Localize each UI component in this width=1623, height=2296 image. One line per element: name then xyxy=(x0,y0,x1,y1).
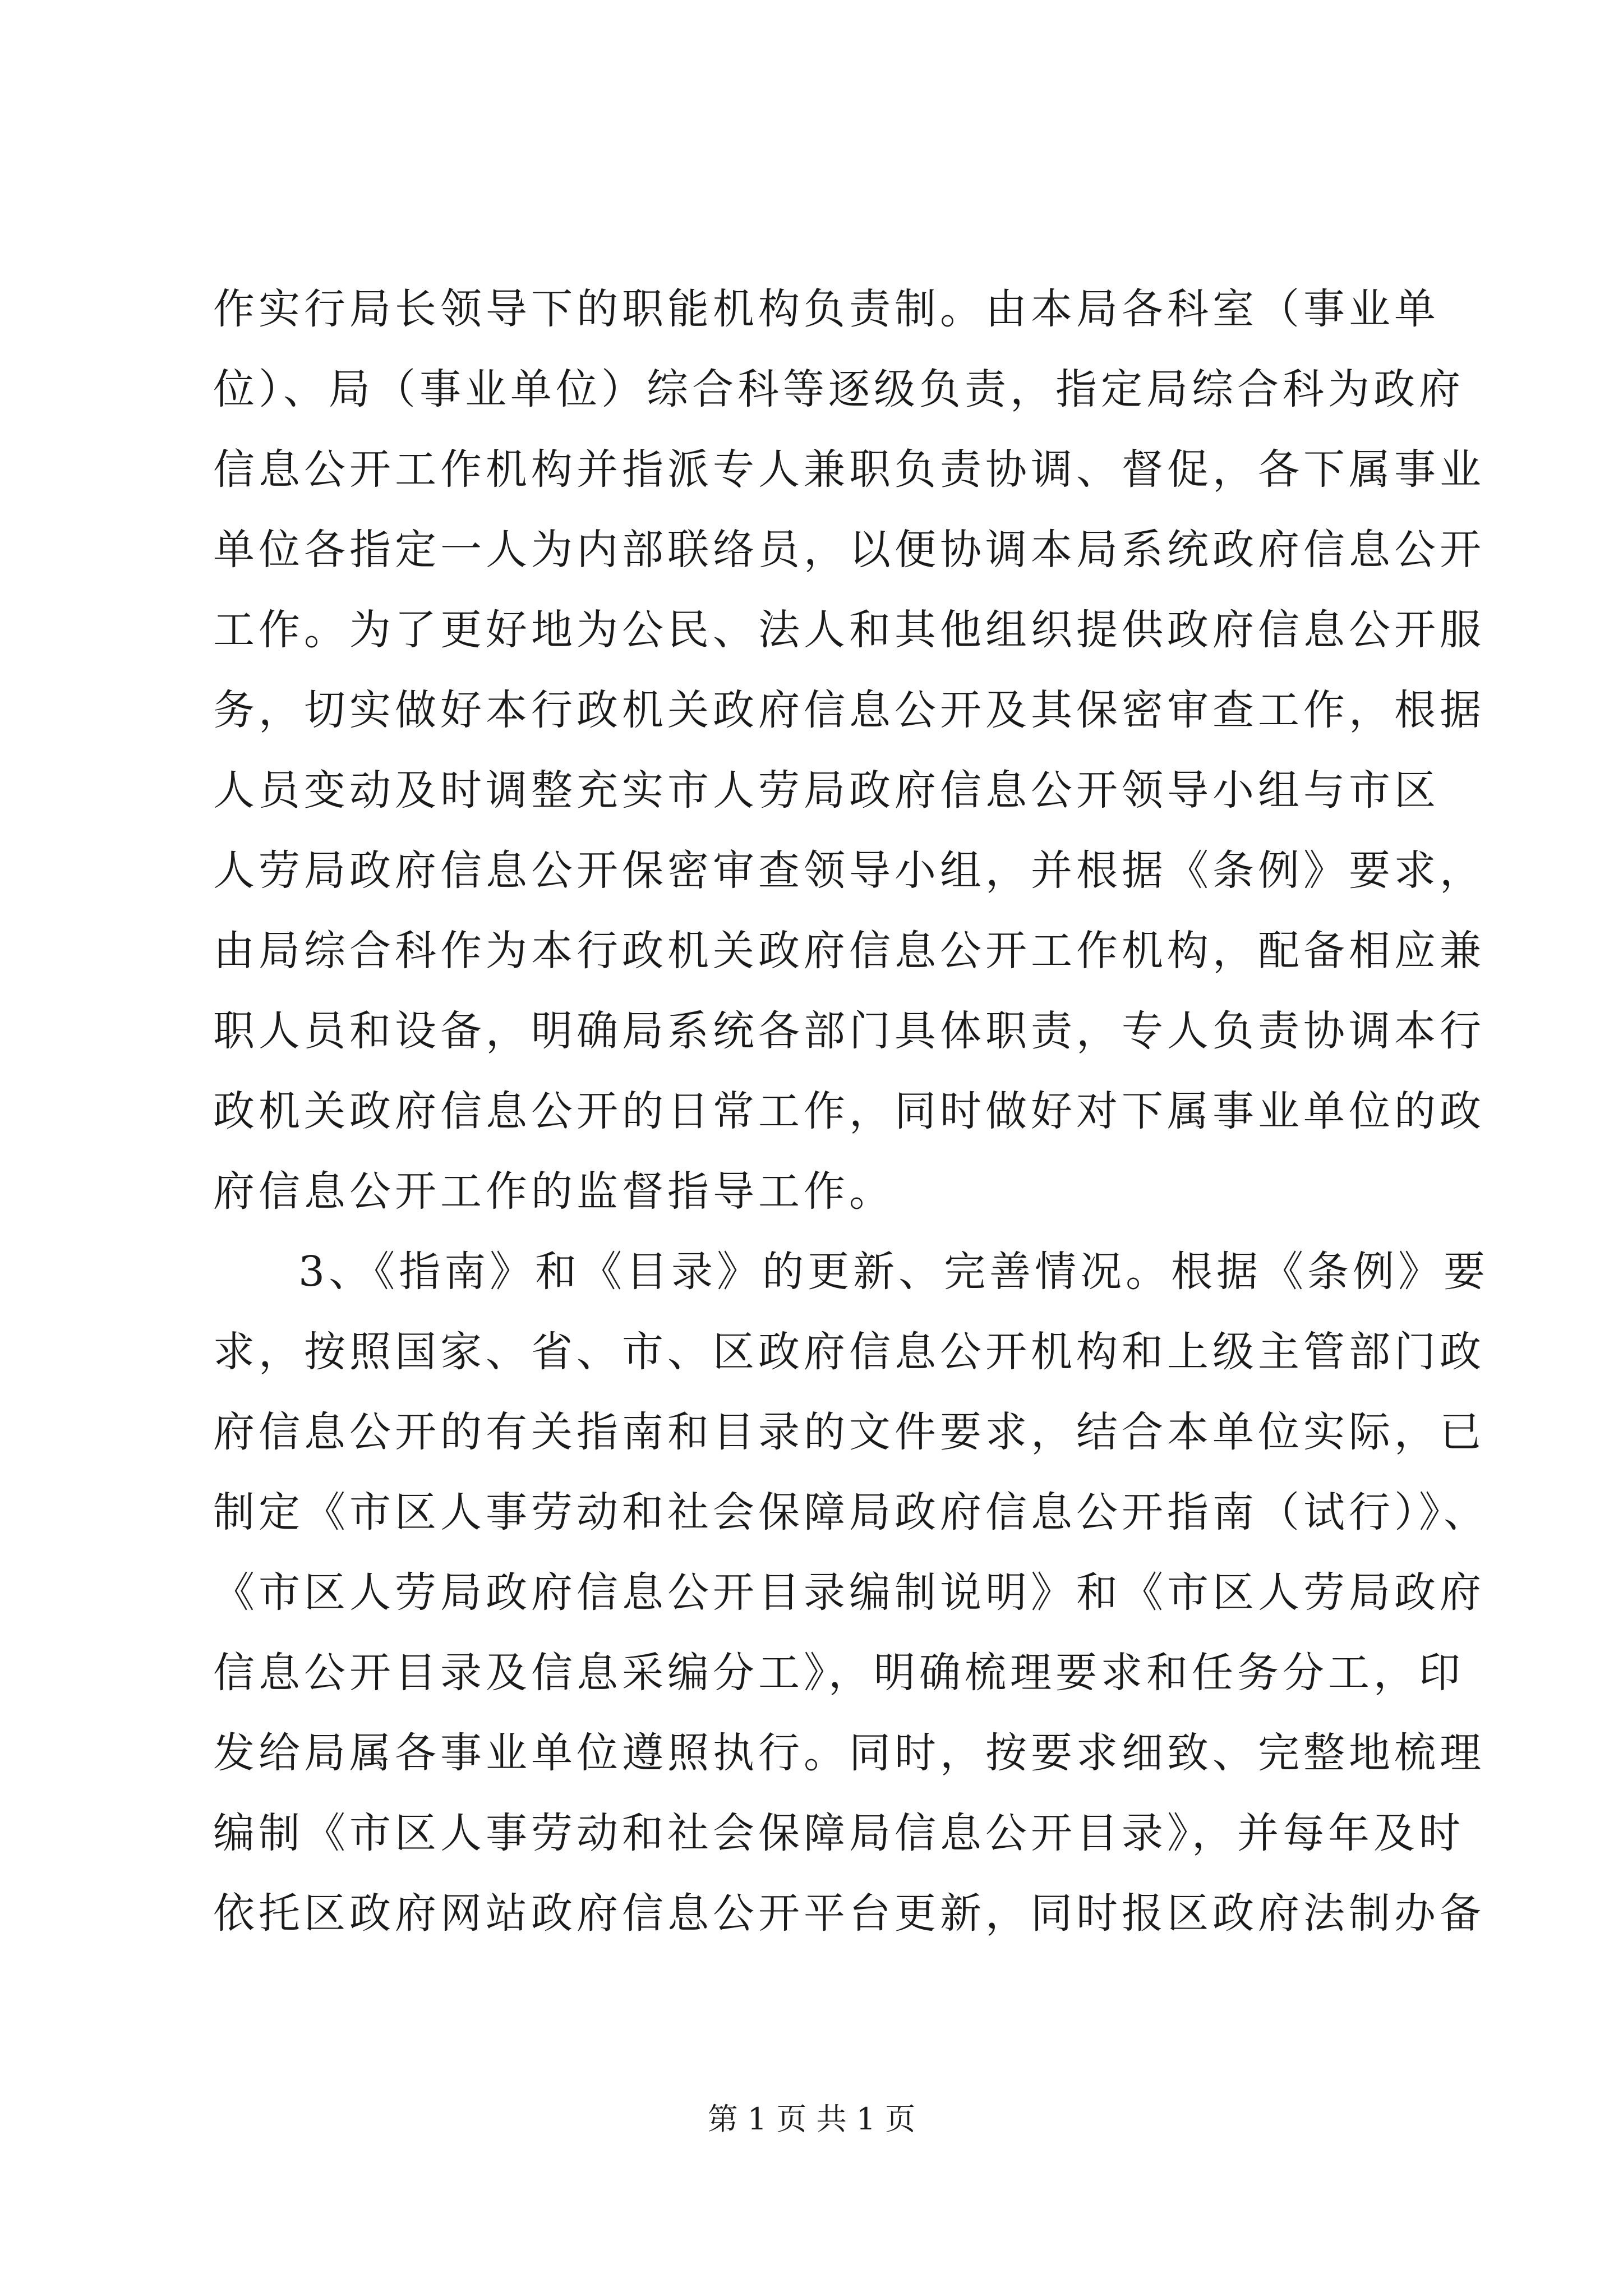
text-line-12: 府信息公开工作的监督指导工作。 xyxy=(213,1167,895,1216)
text-line-4: 单位各指定一人为内部联络员，以便协调本局系统政府信息公开 xyxy=(213,526,1485,574)
text-line-9: 由局综合科作为本行政机关政府信息公开工作机构，配备相应兼 xyxy=(213,927,1485,975)
text-line-6: 务，切实做好本行政机关政府信息公开及其保密审查工作，根据 xyxy=(213,686,1485,734)
page-footer xyxy=(0,2095,1623,2138)
text-line-10: 职人员和设备，明确局系统各部门具体职责，专人负责协调本行 xyxy=(213,1007,1485,1055)
text-line-21: 依托区政府网站政府信息公开平台更新，同时报区政府法制办备 xyxy=(213,1889,1485,1938)
text-line-8: 人劳局政府信息公开保密审查领导小组，并根据《条例》要求， xyxy=(213,846,1485,895)
text-line-18: 信息公开目录及信息采编分工》，明确梳理要求和任务分工，印 xyxy=(213,1649,1464,1697)
text-line-14: 求，按照国家、省、市、区政府信息公开机构和上级主管部门政 xyxy=(213,1328,1485,1376)
text-line-3: 信息公开工作机构并指派专人兼职负责协调、督促，各下属事业 xyxy=(213,445,1485,494)
text-line-2: 位）、局（事业单位）综合科等逐级负责，指定局综合科为政府 xyxy=(213,365,1464,413)
text-line-15: 府信息公开的有关指南和目录的文件要求，结合本单位实际，已 xyxy=(213,1408,1485,1456)
text-line-5: 工作。为了更好地为公民、法人和其他组织提供政府信息公开服 xyxy=(213,606,1485,654)
text-line-19: 发给局属各事业单位遵照执行。同时，按要求细致、完整地梳理 xyxy=(213,1729,1485,1777)
body-text xyxy=(213,269,1490,1954)
text-line-1: 作实行局长领导下的职能机构负责制。由本局各科室（事业单 xyxy=(213,285,1440,333)
page-number: 第 1 页 共 1 页 xyxy=(707,2101,916,2137)
text-line-11: 政机关政府信息公开的日常工作，同时做好对下属事业单位的政 xyxy=(213,1087,1485,1135)
text-line-7: 人员变动及时调整充实市人劳局政府信息公开领导小组与市区 xyxy=(213,766,1440,815)
text-line-16: 制定《市区人事劳动和社会保障局政府信息公开指南（试行）》、 xyxy=(213,1488,1489,1536)
text-line-20: 编制《市区人事劳动和社会保障局信息公开目录》，并每年及时 xyxy=(213,1809,1464,1857)
text-line-13: 3、《指南》和《目录》的更新、完善情况。根据《条例》要 xyxy=(298,1248,1490,1296)
text-line-17: 《市区人劳局政府信息公开目录编制说明》和《市区人劳局政府 xyxy=(213,1568,1485,1617)
